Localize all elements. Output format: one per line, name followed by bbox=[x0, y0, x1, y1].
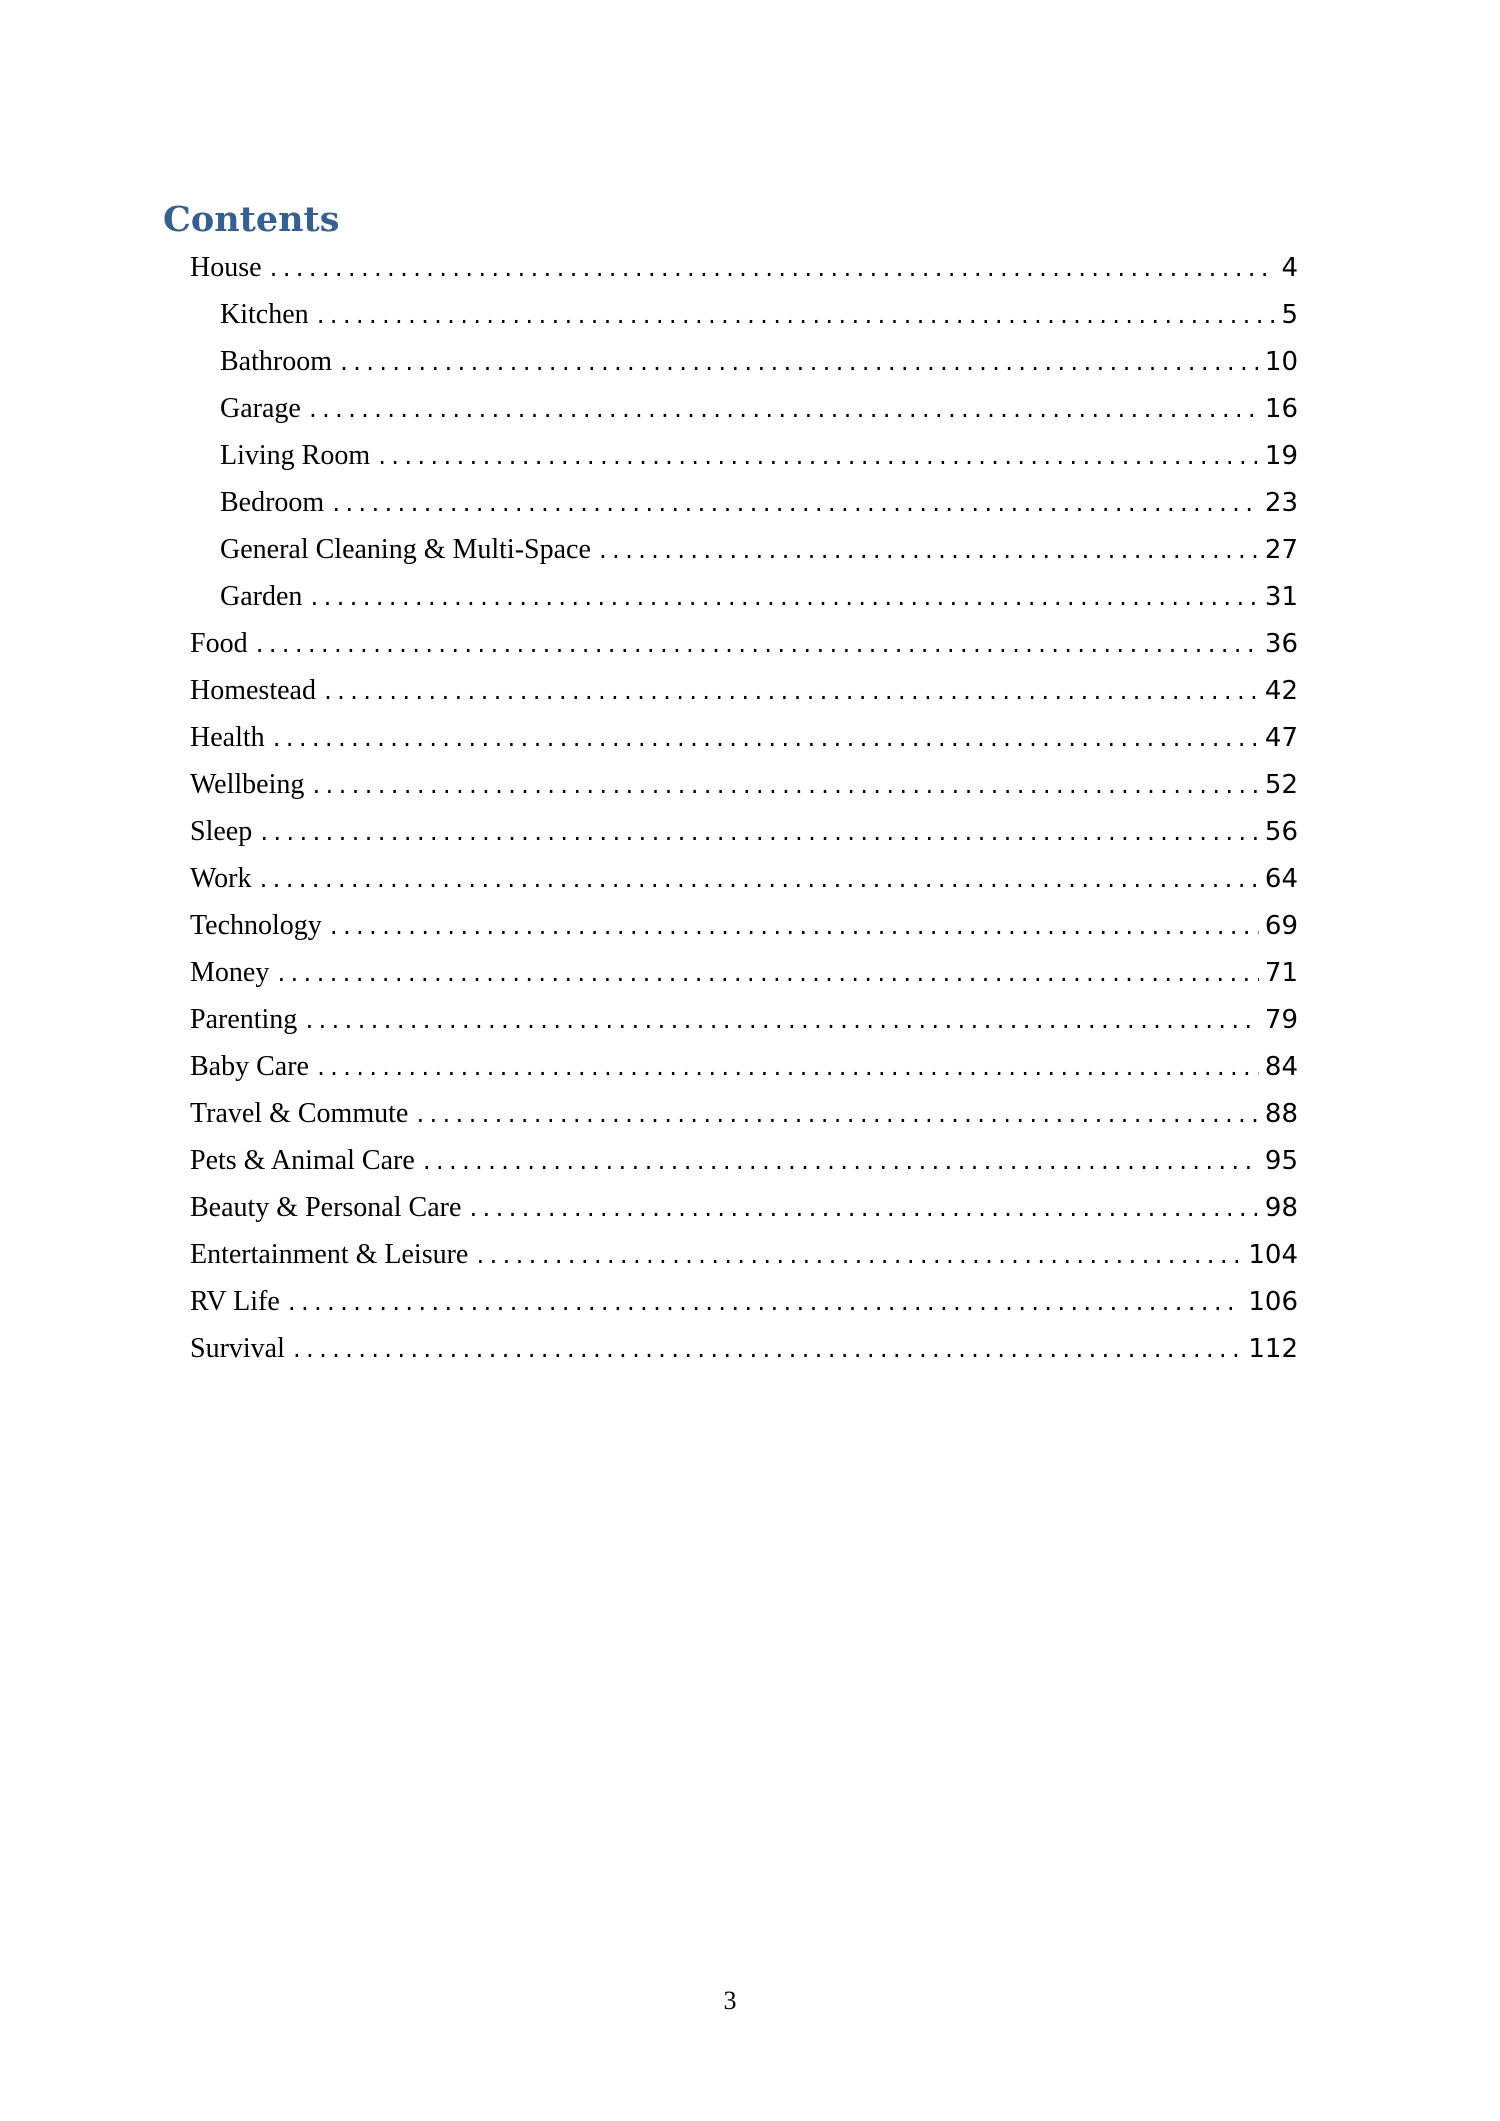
toc-dot-leader bbox=[308, 575, 1259, 620]
toc-entry-title: Pets & Animal Care bbox=[190, 1145, 415, 1176]
toc-entry-title: Technology bbox=[190, 910, 322, 941]
toc-entry[interactable] bbox=[190, 949, 1298, 996]
toc-entry-title: Garage bbox=[220, 393, 301, 424]
toc-entry-page-number: 112 bbox=[1248, 1334, 1298, 1364]
toc-entry[interactable] bbox=[190, 244, 1298, 291]
toc-entry-page-number: 47 bbox=[1264, 723, 1298, 753]
toc-dot-leader bbox=[258, 810, 1259, 855]
toc-entry-page-number: 4 bbox=[1281, 253, 1298, 283]
toc-dot-leader bbox=[467, 1186, 1259, 1231]
toc-dot-leader bbox=[286, 1280, 1243, 1325]
toc-dot-leader bbox=[414, 1092, 1259, 1137]
toc-dot-leader bbox=[291, 1327, 1242, 1372]
toc-entry-title: Entertainment & Leisure bbox=[190, 1239, 469, 1270]
toc-entry-page-number: 52 bbox=[1264, 770, 1298, 800]
toc-dot-leader bbox=[271, 716, 1259, 761]
toc-entry-title: RV Life bbox=[190, 1286, 280, 1317]
toc-entry-title: Health bbox=[190, 722, 265, 753]
toc-entry-title: Travel & Commute bbox=[190, 1098, 409, 1129]
toc-entry[interactable] bbox=[190, 620, 1298, 667]
toc-entry-title: Food bbox=[190, 628, 248, 659]
toc-entry-page-number: 84 bbox=[1264, 1052, 1298, 1082]
toc-dot-leader bbox=[322, 669, 1259, 714]
toc-entry-title: General Cleaning & Multi-Space bbox=[220, 534, 591, 565]
toc-dot-leader bbox=[328, 904, 1259, 949]
toc-entry-title: Parenting bbox=[190, 1004, 298, 1035]
toc-entry-page-number: 42 bbox=[1264, 676, 1298, 706]
toc-entry-page-number: 104 bbox=[1248, 1240, 1298, 1270]
toc-entry[interactable] bbox=[190, 761, 1298, 808]
toc-entry-page-number: 16 bbox=[1264, 394, 1298, 424]
toc-entry-page-number: 98 bbox=[1264, 1193, 1298, 1223]
toc-entry[interactable] bbox=[190, 855, 1298, 902]
toc-entry-page-number: 31 bbox=[1264, 582, 1298, 612]
page-number: 3 bbox=[723, 1986, 737, 2015]
toc-dot-leader bbox=[310, 763, 1259, 808]
toc-entry[interactable] bbox=[190, 808, 1298, 855]
toc-entry[interactable] bbox=[190, 1278, 1298, 1325]
toc-entry-page-number: 36 bbox=[1264, 629, 1298, 659]
toc-heading: Contents bbox=[163, 199, 340, 240]
toc-entry-title: Wellbeing bbox=[190, 769, 305, 800]
toc-entry[interactable] bbox=[190, 291, 1298, 338]
toc-dot-leader bbox=[258, 857, 1259, 902]
toc-dot-leader bbox=[303, 998, 1259, 1043]
toc-entry[interactable] bbox=[190, 1231, 1298, 1278]
toc-entry[interactable] bbox=[190, 573, 1298, 620]
toc-entry-title: Survival bbox=[190, 1333, 285, 1364]
toc-entry-page-number: 71 bbox=[1264, 958, 1298, 988]
toc-dot-leader bbox=[474, 1233, 1242, 1278]
toc-entry[interactable] bbox=[190, 338, 1298, 385]
toc-entry[interactable] bbox=[190, 714, 1298, 761]
toc-entry[interactable] bbox=[190, 1043, 1298, 1090]
toc-entry-page-number: 23 bbox=[1264, 488, 1298, 518]
toc-entry-page-number: 64 bbox=[1264, 864, 1298, 894]
toc-dot-leader bbox=[421, 1139, 1259, 1184]
toc-entry[interactable] bbox=[190, 996, 1298, 1043]
toc-entry[interactable] bbox=[190, 667, 1298, 714]
toc-entry[interactable] bbox=[190, 432, 1298, 479]
toc-dot-leader bbox=[315, 1045, 1259, 1090]
toc-dot-leader bbox=[315, 293, 1276, 338]
toc-entry-title: Bedroom bbox=[220, 487, 325, 518]
toc-entry-title: Kitchen bbox=[220, 299, 309, 330]
toc-entry-page-number: 56 bbox=[1264, 817, 1298, 847]
toc-dot-leader bbox=[338, 340, 1259, 385]
toc-entry[interactable] bbox=[190, 1184, 1298, 1231]
toc-entry-page-number: 19 bbox=[1264, 441, 1298, 471]
toc-dot-leader bbox=[275, 951, 1259, 996]
toc-entry[interactable] bbox=[190, 526, 1298, 573]
toc-entry-title: Baby Care bbox=[190, 1051, 309, 1082]
toc-entry-page-number: 95 bbox=[1264, 1146, 1298, 1176]
toc-entry[interactable] bbox=[190, 1137, 1298, 1184]
toc-entry-page-number: 69 bbox=[1264, 911, 1298, 941]
toc-entry-title: House bbox=[190, 252, 262, 283]
toc-entry-title: Homestead bbox=[190, 675, 316, 706]
toc-entry-title: Bathroom bbox=[220, 346, 332, 377]
toc-entry-page-number: 106 bbox=[1248, 1287, 1298, 1317]
toc-entry-title: Money bbox=[190, 957, 270, 988]
toc-entry-page-number: 27 bbox=[1264, 535, 1298, 565]
toc-dot-leader bbox=[376, 434, 1259, 479]
toc-entry[interactable] bbox=[190, 385, 1298, 432]
toc-entry-title: Living Room bbox=[220, 440, 371, 471]
toc-dot-leader bbox=[254, 622, 1259, 667]
toc-entry-page-number: 5 bbox=[1281, 300, 1298, 330]
toc-entry[interactable] bbox=[190, 1325, 1298, 1372]
toc-entry-title: Beauty & Personal Care bbox=[190, 1192, 462, 1223]
toc-dot-leader bbox=[307, 387, 1259, 432]
toc-entry[interactable] bbox=[190, 479, 1298, 526]
toc-entry-title: Work bbox=[190, 863, 252, 894]
toc-entry[interactable] bbox=[190, 902, 1298, 949]
toc-entry-title: Garden bbox=[220, 581, 303, 612]
toc-entry[interactable] bbox=[190, 1090, 1298, 1137]
toc-entry-page-number: 79 bbox=[1264, 1005, 1298, 1035]
table-of-contents bbox=[190, 244, 1298, 1372]
toc-entry-page-number: 88 bbox=[1264, 1099, 1298, 1129]
toc-entry-page-number: 10 bbox=[1264, 347, 1298, 377]
toc-dot-leader bbox=[597, 528, 1259, 573]
toc-dot-leader bbox=[330, 481, 1259, 526]
toc-entry-title: Sleep bbox=[190, 816, 253, 847]
toc-dot-leader bbox=[268, 246, 1276, 291]
